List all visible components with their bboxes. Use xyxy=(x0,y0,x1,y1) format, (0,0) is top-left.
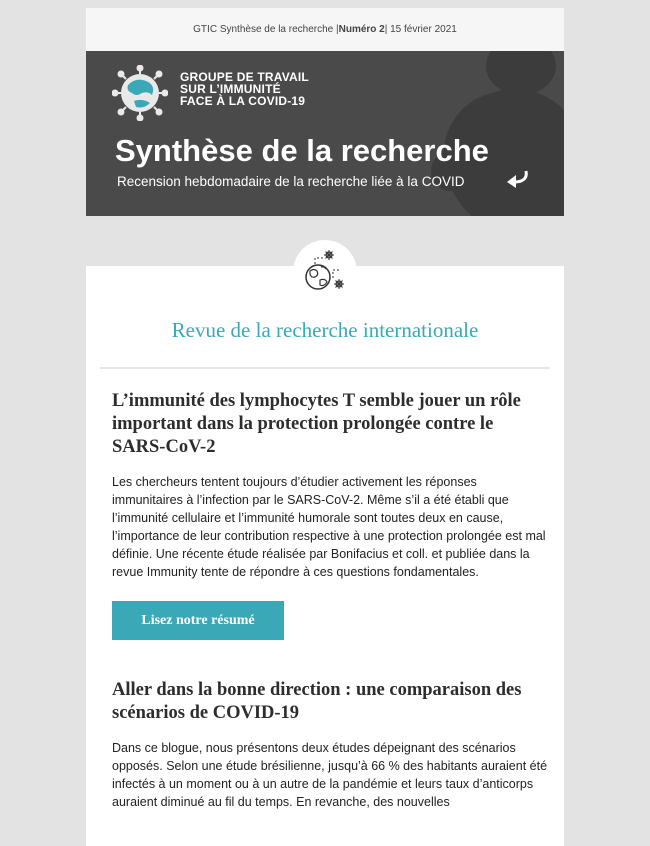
globe-badge xyxy=(293,240,357,304)
virus-logo-icon xyxy=(112,65,168,121)
section-divider xyxy=(100,367,550,369)
group-name: GROUPE DE TRAVAIL SUR L’IMMUNITÉ FACE À LA COVID-19 xyxy=(180,70,309,108)
header-publication: GTIC Synthèse de la recherche | xyxy=(193,24,339,35)
decor-virus-blob xyxy=(486,51,556,95)
article-title: Aller dans la bonne direction : une comparaison des scénarios de COVID-19 xyxy=(112,680,522,723)
issue-header xyxy=(86,8,564,51)
article-body: Les chercheurs tentent toujours d’étudier activement les réponses immunitaires à l’infection par le SARS-CoV-2. Même s’il a été établi que l’immunité cellulaire et l’immunité humorale sont toutes deux en cause, l’importance de leur contribution respective à une protection prolongée est mal définie. Une récente étude réalisée par Bonifacius et coll. et publiée dans la revue Immunity tente de répondre à ces questions fondamentales. xyxy=(112,475,546,579)
article-title: L’immunité des lymphocytes T semble jouer un rôle important dans la protection prolongée contre le SARS-CoV-2 xyxy=(112,391,521,457)
read-summary-button[interactable]: Lisez notre résumé xyxy=(112,601,284,640)
article-body: Dans ce blogue, nous présentons deux études dépeignant des scénarios opposés. Selon une étude brésilienne, jusqu’à 66 % des habitants auraient été infectés à un moment ou à un autre de la pandémie et leurs taux d’anticorps auraient diminué au fil du temps. En revanche, des nouvelles xyxy=(112,741,548,809)
curved-arrow-icon xyxy=(504,169,530,189)
header-issue-number: Numéro 2 xyxy=(338,24,385,35)
hero-subtitle: Recension hebdomadaire de la recherche liée à la COVID xyxy=(117,174,465,189)
hero-title: Synthèse de la recherche xyxy=(115,133,489,168)
header-date: | 15 février 2021 xyxy=(384,24,457,35)
hero-banner xyxy=(86,51,564,216)
globe-virus-icon xyxy=(301,250,349,294)
content-card xyxy=(86,266,564,846)
section-title: Revue de la recherche internationale xyxy=(171,318,479,342)
